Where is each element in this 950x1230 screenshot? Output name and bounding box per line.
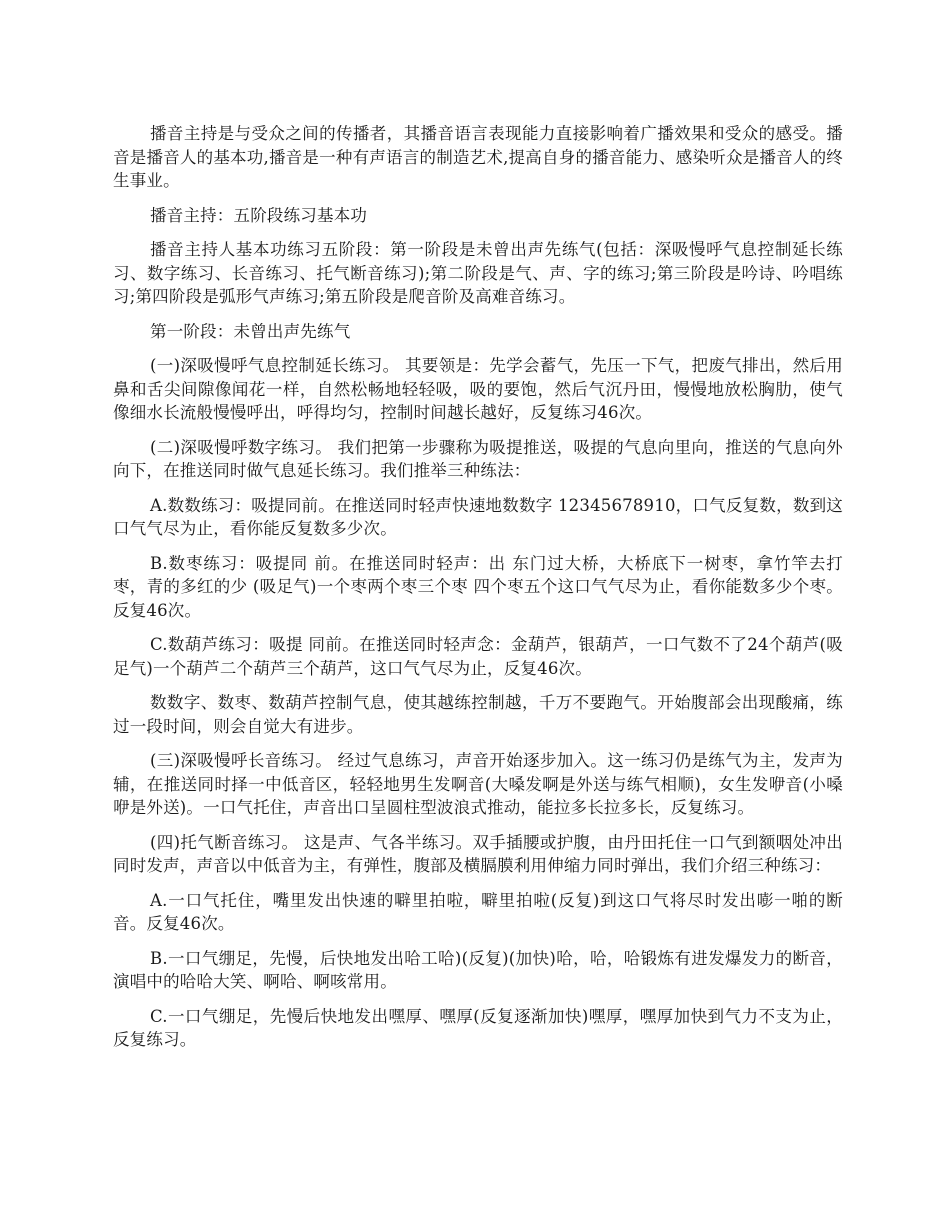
exercise-2a-paragraph: A.数数练习：吸提同前。在推送同时轻声快速地数数字 12345678910，口气反复数，数到这口气气尽为止，看你能反复数多少次。 [113,495,843,538]
exercise-4c-paragraph: C.一口气绷足，先慢后快地发出嘿厚、嘿厚(反复逐渐加快)嘿厚，嘿厚加快到气力不支为止，反复练习。 [113,1006,843,1049]
exercise-1-paragraph: (一)深吸慢呼气息控制延长练习。 其要领是：先学会蓄气，先压一下气，把废气排出，然后用鼻和舌尖间隙像闻花一样，自然松畅地轻轻吸，吸的要饱，然后气沉丹田，慢慢地放松胸肋，使气像细水长流般慢慢呼出，呼得均匀，控制时间越长越好，反复练习46次。 [113,356,843,422]
exercise-3-paragraph: (三)深吸慢呼长音练习。 经过气息练习，声音开始逐步加入。这一练习仍是练气为主，发声为辅，在推送同时择一中低音区，轻轻地男生发啊音(大嗓发啊是外送与练气相顺)，女生发咿音(小嗓咿是外送)。一口气托住，声音出口呈圆柱型波浪式推动，能拉多长拉多长，反复练习。 [113,751,843,817]
stage-one-heading: 第一阶段：未曾出声先练气 [150,321,351,341]
exercise-4-paragraph: (四)托气断音练习。 这是声、气各半练习。双手插腰或护腹，由丹田托住一口气到额咽处冲出同时发声，声音以中低音为主，有弹性，腹部及横膈膜利用伸缩力同时弹出，我们介绍三种练习： [113,832,843,875]
overview-paragraph: 播音主持人基本功练习五阶段：第一阶段是未曾出声先练气(包括：深吸慢呼气息控制延长练习、数字练习、长音练习、托气断音练习);第二阶段是气、声、字的练习;第三阶段是吟诗、吟唱练习;第四阶段是弧形气声练习;第五阶段是爬音阶及高难音练习。 [113,240,843,306]
exercise-2c-paragraph: C.数葫芦练习：吸提 同前。在推送同时轻声念：金葫芦，银葫芦，一口气数不了24个葫芦(吸足气)一个葫芦二个葫芦三个葫芦，这口气气尽为止，反复46次。 [113,635,843,678]
exercise-2-summary-paragraph: 数数字、数枣、数葫芦控制气息，使其越练控制越，千万不要跑气。开始腹部会出现酸痛，练过一段时间，则会自觉大有进步。 [113,693,843,736]
intro-paragraph: 播音主持是与受众之间的传播者，其播音语言表现能力直接影响着广播效果和受众的感受。播音是播音人的基本功,播音是一种有声语言的制造艺术,提高自身的播音能力、感染听众是播音人的终生事业。 [113,124,843,190]
exercise-4b-paragraph: B.一口气绷足，先慢，后快地发出哈工哈)(反复)(加快)哈，哈，哈锻炼有进发爆发力的断音，演唱中的哈哈大笑、啊哈、啊咳常用。 [113,948,843,991]
exercise-2-paragraph: (二)深吸慢呼数字练习。 我们把第一步骤称为吸提推送，吸提的气息向里向，推送的气息向外向下，在推送同时做气息延长练习。我们推举三种练法： [113,437,843,480]
exercise-2b-paragraph: B.数枣练习：吸提同 前。在推送同时轻声：出 东门过大桥，大桥底下一树枣，拿竹竿去打枣，青的多红的少 (吸足气)一个枣两个枣三个枣 四个枣五个这口气气尽为止，看你能数多少个枣。反复46次。 [113,553,843,620]
document-body [113,122,843,1063]
section-heading: 播音主持：五阶段练习基本功 [150,205,368,225]
exercise-4a-paragraph: A.一口气托住，嘴里发出快速的噼里拍啦，噼里拍啦(反复)到这口气将尽时发出嘭一啪的断音。反复46次。 [113,890,843,933]
